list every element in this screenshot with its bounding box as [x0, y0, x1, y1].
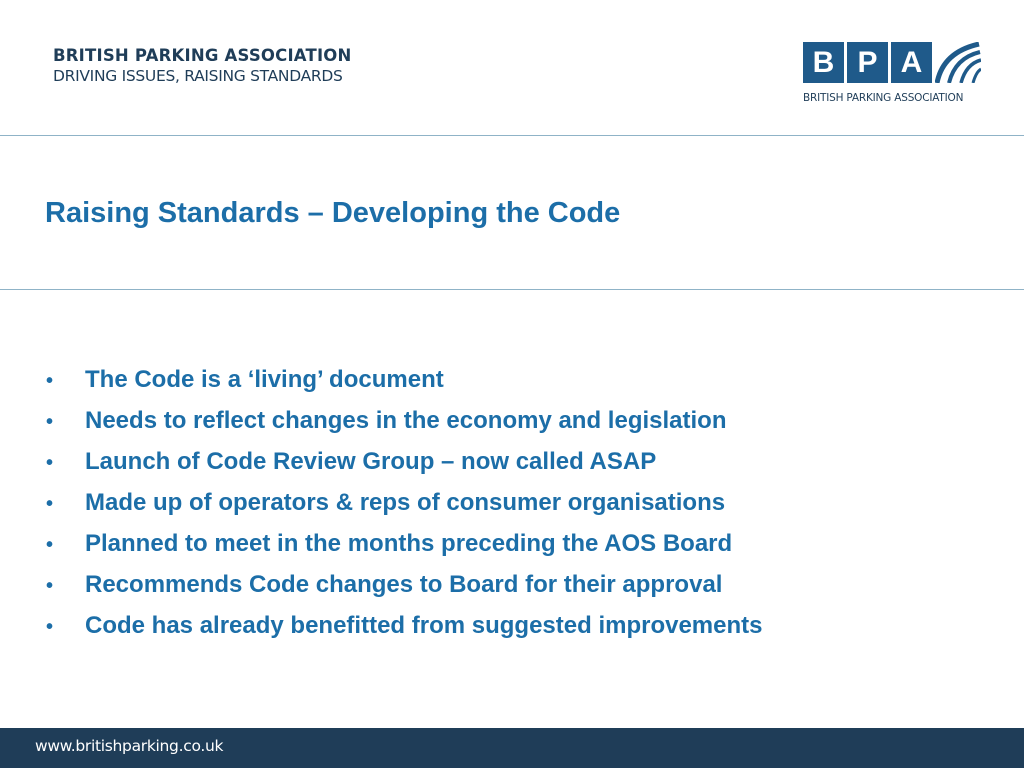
list-item — [44, 366, 763, 407]
bullet-text: Needs to reflect changes in the economy and legislation — [85, 407, 727, 434]
slide-title: Raising Standards – Developing the Code — [45, 197, 621, 229]
list-item — [44, 448, 763, 489]
logo-letter-p: P — [847, 42, 888, 83]
logo-letter-a: A — [891, 42, 932, 83]
list-item — [44, 571, 763, 612]
road-lanes-icon — [935, 42, 981, 83]
bullet-list — [44, 366, 763, 653]
bullet-text: Recommends Code changes to Board for their approval — [85, 571, 723, 598]
bullet-text: Made up of operators & reps of consumer organisations — [85, 489, 726, 516]
bullet-text: The Code is a ‘living’ document — [85, 366, 444, 393]
bullet-marker: • — [46, 411, 54, 433]
bullet-marker: • — [46, 575, 54, 597]
title-divider — [0, 289, 1024, 290]
bullet-text: Launch of Code Review Group – now called ASAP — [85, 448, 657, 475]
bullet-text: Code has already benefitted from suggested improvements — [85, 612, 763, 639]
header-divider — [0, 135, 1024, 136]
bullet-marker: • — [46, 493, 54, 515]
logo-caption: BRITISH PARKING ASSOCIATION — [803, 92, 964, 104]
list-item — [44, 407, 763, 448]
logo-letter-b: B — [803, 42, 844, 83]
bullet-marker: • — [46, 452, 54, 474]
bullet-marker: • — [46, 616, 54, 638]
list-item — [44, 530, 763, 571]
bullet-marker: • — [46, 534, 54, 556]
bullet-text: Planned to meet in the months preceding the AOS Board — [85, 530, 733, 557]
header-branding — [53, 46, 352, 86]
footer-bar — [0, 728, 1024, 768]
list-item — [44, 612, 763, 653]
tagline: DRIVING ISSUES, RAISING STANDARDS — [53, 67, 343, 85]
footer-url-link[interactable]: www.britishparking.co.uk — [35, 737, 224, 755]
bullet-marker: • — [46, 370, 54, 392]
bpa-logo — [803, 42, 981, 106]
list-item — [44, 489, 763, 530]
org-name: BRITISH PARKING ASSOCIATION — [53, 46, 352, 65]
logo-letters — [803, 42, 932, 83]
